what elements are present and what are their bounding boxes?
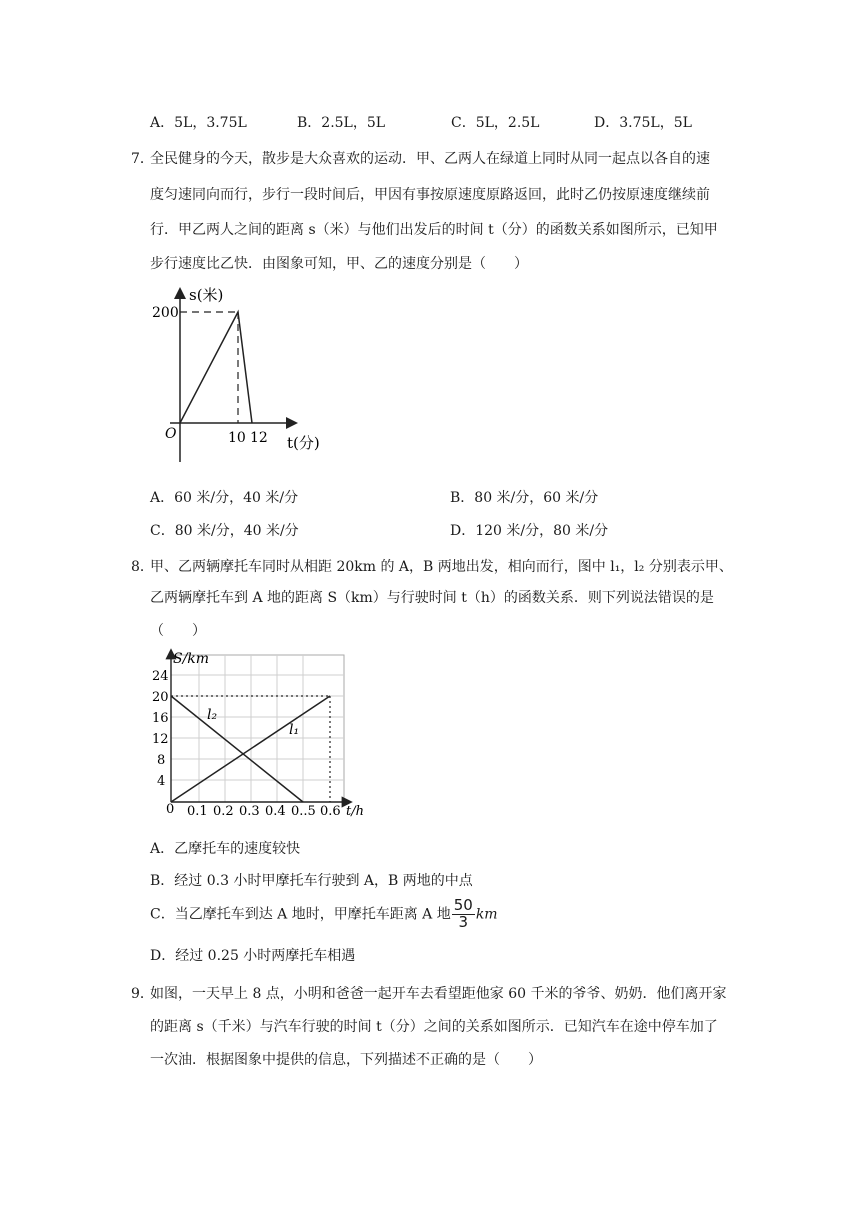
q8-y-tick-8: 8 — [157, 753, 166, 768]
q8-y-tick-24: 24 — [152, 669, 169, 684]
q8-option-a: A．乙摩托车的速度较快 — [150, 841, 301, 857]
q7-text-line-1: 全民健身的今天，散步是大众喜欢的运动．甲、乙两人在绿道上同时从同一起点以各自的速 — [150, 151, 710, 167]
q8-x-axis-label: t/h — [346, 804, 364, 819]
q8-number: 8． — [131, 559, 154, 575]
q7-number: 7． — [131, 151, 154, 167]
q8-option-c-text: C．当乙摩托车到达 A 地时，甲摩托车距离 A 地 — [150, 906, 451, 923]
q8-grid-lines — [171, 655, 344, 802]
q7-x-tick-10: 10 — [228, 430, 246, 446]
q7-origin-label: O — [165, 426, 177, 442]
q8-y-tick-12: 12 — [152, 732, 169, 747]
q8-x-tick-0.6: 0.6 — [320, 804, 341, 819]
q8-fraction-numerator: 50 — [453, 896, 473, 914]
q8-y-tick-4: 4 — [157, 774, 166, 789]
q8-l1-label: l₁ — [289, 722, 300, 738]
q8-y-tick-16: 16 — [152, 711, 169, 726]
q8-fraction-denominator: 3 — [458, 912, 469, 931]
q7-distance-line — [180, 312, 252, 423]
q8-y-axis-label: S/km — [173, 651, 210, 667]
q8-x-tick-0.4: 0.4 — [265, 804, 286, 819]
q8-x-tick-0.5: 0..5 — [291, 804, 316, 819]
q9-text-line-3: 一次油．根据图象中提供的信息，下列描述不正确的是（ ） — [150, 1052, 542, 1068]
q6-option-a: A．5L，3.75L — [150, 115, 247, 131]
q6-option-b: B．2.5L，5L — [297, 115, 386, 131]
q9-number: 9． — [131, 986, 154, 1002]
q8-option-c — [150, 898, 498, 931]
q8-x-tick-0.1: 0.1 — [187, 804, 208, 819]
q7-option-d: D．120 米/分，80 米/分 — [450, 523, 609, 539]
q6-option-d: D．3.75L，5L — [594, 115, 692, 131]
q8-y-tick-20: 20 — [152, 690, 169, 705]
q7-graph — [145, 280, 345, 470]
q8-origin-label: 0 — [166, 802, 175, 817]
q7-option-b: B．80 米/分，60 米/分 — [450, 490, 599, 506]
q7-text-line-2: 度匀速同向而行，步行一段时间后，甲因有事按原速度原路返回，此时乙仍按原速度继续前 — [150, 187, 710, 203]
q8-option-b: B．经过 0.3 小时甲摩托车行驶到 A，B 两地的中点 — [150, 873, 473, 889]
q6-option-c: C．5L，2.5L — [451, 115, 540, 131]
q8-graph — [145, 645, 375, 820]
q8-x-tick-0.2: 0.2 — [213, 804, 234, 819]
q9-text-line-2: 的距离 s（千米）与汽车行驶的时间 t（分）之间的关系如图所示．已知汽车在途中停车加了 — [150, 1019, 718, 1035]
q7-x-axis-label: t(分) — [287, 434, 320, 452]
q7-text-line-4: 步行速度比乙快．由图象可知，甲、乙的速度分别是（ ） — [150, 256, 528, 272]
q8-text-line-1: 甲、乙两辆摩托车同时从相距 20km 的 A，B 两地出发，相向而行，图中 l₁，l₂ 分别表示甲、 — [150, 559, 733, 575]
q8-text-line-3: （ ） — [150, 623, 206, 639]
q7-option-c: C．80 米/分，40 米/分 — [150, 523, 299, 539]
q7-option-a: A．60 米/分，40 米/分 — [150, 490, 299, 506]
q7-x-tick-12: 12 — [250, 430, 268, 446]
q7-y-axis-label: s(米) — [189, 286, 224, 304]
q8-x-tick-0.3: 0.3 — [239, 804, 260, 819]
q9-text-line-1: 如图，一天早上 8 点，小明和爸爸一起开车去看望距他家 60 千米的爷爷、奶奶．他们离开家 — [150, 986, 727, 1002]
q7-text-line-3: 行．甲乙两人之间的距离 s（米）与他们出发后的时间 t（分）的函数关系如图所示，已知甲 — [150, 222, 718, 238]
q8-option-d: D．经过 0.25 小时两摩托车相遇 — [150, 948, 356, 964]
q8-line-l2 — [171, 696, 303, 802]
q8-text-line-2: 乙两辆摩托车到 A 地的距离 S（km）与行驶时间 t（h）的函数关系．则下列说法错误的是 — [150, 590, 714, 606]
q8-option-c-fraction — [452, 898, 475, 931]
q8-option-c-unit: km — [475, 906, 498, 923]
q7-y-tick-200: 200 — [152, 305, 179, 321]
q8-l2-label: l₂ — [207, 707, 218, 723]
